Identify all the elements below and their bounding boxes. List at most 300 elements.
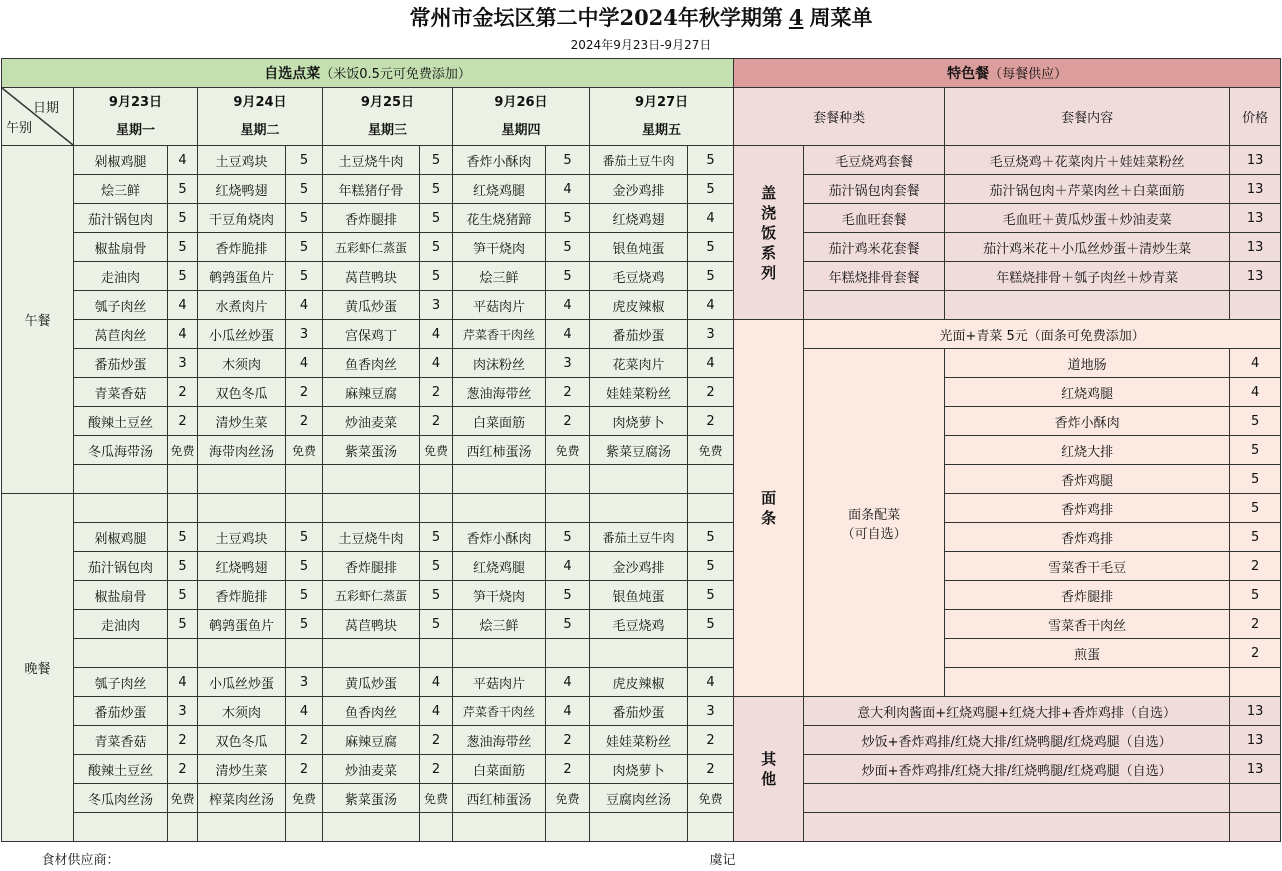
- noodle-side-price: 4: [1230, 349, 1281, 378]
- corner-cell: [2, 88, 74, 146]
- dish-price: 5: [546, 610, 590, 639]
- dish-name: 土豆烧牛肉: [323, 523, 420, 552]
- dish-price: [286, 813, 323, 842]
- dish-price: 5: [546, 262, 590, 291]
- dish-name: 瓠子肉丝: [74, 291, 168, 320]
- dish-name: 黄瓜炒蛋: [323, 291, 420, 320]
- noodle-base: 光面+青菜 5元（面条可免费添加）: [804, 320, 1281, 349]
- dish-price: 2: [168, 378, 198, 407]
- rice-set-price: [1230, 291, 1281, 320]
- rice-set-content: 茄汁锅包肉＋芹菜肉丝＋白菜面筋: [945, 175, 1230, 204]
- noodle-side-name: 红烧鸡腿: [945, 378, 1230, 407]
- dish-price: [546, 813, 590, 842]
- dish-name: 炒油麦菜: [323, 755, 420, 784]
- day-weekday: 星期一: [115, 122, 155, 138]
- noodle-side-price: 2: [1230, 639, 1281, 668]
- dish-price: 5: [688, 552, 734, 581]
- dish-name: 烩三鲜: [453, 262, 546, 291]
- dish-price: 4: [168, 668, 198, 697]
- title-prefix: 常州市金坛区第二中学2024年秋学期第: [409, 5, 783, 30]
- dish-price: 5: [688, 581, 734, 610]
- dish-name: 白菜面筋: [453, 755, 546, 784]
- dish-name: 莴苣肉丝: [74, 320, 168, 349]
- dish-price: 2: [546, 378, 590, 407]
- dish-price: 2: [420, 755, 453, 784]
- dish-price: 2: [286, 755, 323, 784]
- dish-name: 香炸小酥肉: [453, 146, 546, 175]
- week-number: 4: [788, 5, 804, 30]
- dish-name: 花生烧猪蹄: [453, 204, 546, 233]
- table-row: [2, 668, 1281, 697]
- dish-price: 2: [688, 407, 734, 436]
- dish-name: 冬瓜肉丝汤: [74, 784, 168, 813]
- dish-name: [323, 494, 420, 523]
- dish-name: 紫菜豆腐汤: [590, 436, 688, 465]
- self-select-header: [2, 59, 734, 88]
- dish-price: [420, 494, 453, 523]
- dish-name: 茄汁锅包肉: [74, 204, 168, 233]
- dish-price: 3: [688, 320, 734, 349]
- dish-price: 5: [420, 581, 453, 610]
- dish-name: 平菇肉片: [453, 291, 546, 320]
- dish-name: 红烧鸭翅: [198, 175, 286, 204]
- dish-price: 5: [420, 262, 453, 291]
- dish-name: 土豆鸡块: [198, 146, 286, 175]
- dish-price: 3: [286, 320, 323, 349]
- dish-price: 2: [168, 726, 198, 755]
- dish-price: 5: [168, 610, 198, 639]
- dish-name: 土豆烧牛肉: [323, 146, 420, 175]
- dish-name: 五彩虾仁蒸蛋: [323, 233, 420, 262]
- special-header: [734, 59, 1281, 88]
- dish-name: 银鱼炖蛋: [590, 581, 688, 610]
- dish-price: 4: [420, 668, 453, 697]
- dish-price: 4: [546, 668, 590, 697]
- page-title: [0, 0, 1282, 36]
- dish-name: 红烧鸡翅: [590, 204, 688, 233]
- dish-name: 红烧鸡腿: [453, 552, 546, 581]
- table-row: [2, 146, 1281, 175]
- rice-set-name: 茄汁锅包肉套餐: [804, 175, 945, 204]
- dish-price: 5: [286, 175, 323, 204]
- dish-name: 平菇肉片: [453, 668, 546, 697]
- dish-name: 烩三鲜: [74, 175, 168, 204]
- dish-name: [74, 639, 168, 668]
- table-row: [2, 523, 1281, 552]
- dish-name: 五彩虾仁蒸蛋: [323, 581, 420, 610]
- rice-set-name: 毛血旺套餐: [804, 204, 945, 233]
- rice-series-label-char: 饭: [761, 223, 777, 242]
- others-label-char: 他: [761, 770, 777, 788]
- dish-name: 烩三鲜: [453, 610, 546, 639]
- rice-set-price: 13: [1230, 204, 1281, 233]
- dish-name: 年糕猪仔骨: [323, 175, 420, 204]
- dish-name: 番茄炒蛋: [74, 349, 168, 378]
- dish-price: 5: [688, 233, 734, 262]
- dish-price: 3: [286, 668, 323, 697]
- rice-set-price: 13: [1230, 175, 1281, 204]
- day-weekday: 星期三: [367, 122, 407, 138]
- day-date: 9月25日: [360, 94, 415, 110]
- noodle-side-name: 香炸鸡排: [945, 523, 1230, 552]
- dish-name: [74, 465, 168, 494]
- others-label-char: 其: [761, 750, 777, 768]
- dish-name: 双色冬瓜: [198, 378, 286, 407]
- dish-name: 鹌鹑蛋鱼片: [198, 610, 286, 639]
- dish-price: 5: [688, 262, 734, 291]
- dish-price: 4: [168, 291, 198, 320]
- dish-price: 5: [168, 233, 198, 262]
- noodle-side-label: [804, 349, 945, 697]
- dish-name: 葱油海带丝: [453, 726, 546, 755]
- dish-price: 免费: [286, 784, 323, 813]
- dish-price: 5: [168, 523, 198, 552]
- dish-price: 5: [546, 581, 590, 610]
- dish-price: 5: [688, 523, 734, 552]
- dish-name: 清炒生菜: [198, 407, 286, 436]
- dish-name: [590, 813, 688, 842]
- dish-name: [74, 813, 168, 842]
- dish-price: 5: [286, 581, 323, 610]
- dish-name: 番茄炒蛋: [590, 320, 688, 349]
- dish-price: 2: [546, 407, 590, 436]
- dish-name: 走油肉: [74, 610, 168, 639]
- dish-name: 剁椒鸡腿: [74, 523, 168, 552]
- dish-price: [546, 494, 590, 523]
- dish-price: 5: [420, 233, 453, 262]
- dish-price: 2: [420, 378, 453, 407]
- rice-series-label-char: 列: [761, 263, 777, 282]
- special-note: （每餐供应）: [989, 67, 1068, 82]
- noodle-side-name: [945, 668, 1230, 697]
- dish-price: [168, 639, 198, 668]
- table-row: [2, 639, 1281, 668]
- day-header-3: [323, 88, 453, 146]
- day-header-5: [590, 88, 734, 146]
- dish-name: 海带肉丝汤: [198, 436, 286, 465]
- noodle-side-price: [1230, 668, 1281, 697]
- dish-price: 免费: [286, 436, 323, 465]
- dish-price: 3: [168, 697, 198, 726]
- noodle-label-char: 面: [761, 489, 777, 507]
- rice-set-name: [804, 291, 945, 320]
- dish-price: 2: [168, 407, 198, 436]
- table-row: [2, 697, 1281, 726]
- dish-name: 红烧鸭翅: [198, 552, 286, 581]
- dish-price: 5: [546, 233, 590, 262]
- dish-price: [168, 813, 198, 842]
- other-item-content: [804, 784, 1230, 813]
- dish-price: 5: [688, 610, 734, 639]
- noodle-side-price: 4: [1230, 378, 1281, 407]
- rice-set-content: 毛血旺＋黄瓜炒蛋＋炒油麦菜: [945, 204, 1230, 233]
- dish-price: 5: [168, 581, 198, 610]
- corner-meal-label: 午别: [6, 121, 33, 136]
- dish-name: 番茄炒蛋: [74, 697, 168, 726]
- noodle-side-price: 5: [1230, 494, 1281, 523]
- dish-price: 免费: [420, 436, 453, 465]
- dish-name: 剁椒鸡腿: [74, 146, 168, 175]
- noodle-side-price: 2: [1230, 610, 1281, 639]
- dish-name: [323, 813, 420, 842]
- table-row: [2, 407, 1281, 436]
- dish-price: 4: [286, 349, 323, 378]
- dish-price: 5: [286, 552, 323, 581]
- dish-price: 4: [168, 320, 198, 349]
- dish-price: 4: [420, 697, 453, 726]
- day-date: 9月24日: [233, 94, 287, 110]
- table-row: [2, 378, 1281, 407]
- noodle-side-note: （可自选）: [841, 526, 907, 542]
- dish-price: 免费: [168, 436, 198, 465]
- dish-price: 4: [546, 291, 590, 320]
- dish-price: [286, 465, 323, 494]
- dish-price: 4: [286, 697, 323, 726]
- table-row: [2, 726, 1281, 755]
- dish-name: 红烧鸡腿: [453, 175, 546, 204]
- rice-set-content: 毛豆烧鸡＋花菜肉片＋娃娃菜粉丝: [945, 146, 1230, 175]
- noodle-side-name: 雪菜香干肉丝: [945, 610, 1230, 639]
- special-price-header: 价格: [1230, 88, 1281, 146]
- dish-price: 5: [420, 146, 453, 175]
- other-item-content: [804, 813, 1230, 842]
- dish-name: 芹菜香干肉丝: [453, 697, 546, 726]
- dish-price: 5: [168, 204, 198, 233]
- rice-set-name: 茄汁鸡米花套餐: [804, 233, 945, 262]
- dish-name: 酸辣土豆丝: [74, 755, 168, 784]
- dish-name: 番茄土豆牛肉: [590, 146, 688, 175]
- dish-name: 黄瓜炒蛋: [323, 668, 420, 697]
- dish-name: 葱油海带丝: [453, 378, 546, 407]
- dish-price: [286, 494, 323, 523]
- special-type-header: 套餐种类: [734, 88, 945, 146]
- dish-price: 5: [420, 523, 453, 552]
- dish-price: 免费: [546, 436, 590, 465]
- dish-name: 西红柿蛋汤: [453, 436, 546, 465]
- rice-set-price: 13: [1230, 262, 1281, 291]
- dish-name: 小瓜丝炒蛋: [198, 320, 286, 349]
- day-date: 9月23日: [108, 94, 163, 110]
- dish-price: [546, 465, 590, 494]
- dish-name: 香炸小酥肉: [453, 523, 546, 552]
- dish-name: 金沙鸡排: [590, 552, 688, 581]
- dish-name: 木须肉: [198, 349, 286, 378]
- dish-price: 5: [286, 610, 323, 639]
- dish-name: 木须肉: [198, 697, 286, 726]
- rice-set-price: 13: [1230, 146, 1281, 175]
- special-label: 特色餐: [947, 66, 990, 82]
- dish-price: 5: [168, 175, 198, 204]
- dish-name: 酸辣土豆丝: [74, 407, 168, 436]
- noodle-label: [734, 320, 804, 697]
- special-content-header: 套餐内容: [945, 88, 1230, 146]
- other-item-content: 炒饭+香炸鸡排/红烧大排/红烧鸭腿/红烧鸡腿（自选）: [804, 726, 1230, 755]
- dish-name: 瓠子肉丝: [74, 668, 168, 697]
- noodle-side-price: 5: [1230, 581, 1281, 610]
- dish-price: 5: [420, 610, 453, 639]
- day-header-1: [74, 88, 198, 146]
- dish-price: 免费: [168, 784, 198, 813]
- dish-price: 4: [546, 320, 590, 349]
- dish-name: 冬瓜海带汤: [74, 436, 168, 465]
- dish-price: [688, 639, 734, 668]
- noodle-side-title: 面条配菜: [848, 507, 901, 523]
- dish-name: 毛豆烧鸡: [590, 610, 688, 639]
- dish-name: 娃娃菜粉丝: [590, 726, 688, 755]
- other-item-content: 意大利肉酱面+红烧鸡腿+红烧大排+香炸鸡排（自选）: [804, 697, 1230, 726]
- dish-price: [420, 639, 453, 668]
- dish-name: 榨菜肉丝汤: [198, 784, 286, 813]
- dish-name: [198, 465, 286, 494]
- dish-name: 虎皮辣椒: [590, 291, 688, 320]
- dish-name: 番茄土豆牛肉: [590, 523, 688, 552]
- dish-name: [198, 813, 286, 842]
- noodle-side-name: 红烧大排: [945, 436, 1230, 465]
- dish-name: 青菜香菇: [74, 378, 168, 407]
- dish-price: 2: [688, 726, 734, 755]
- lunch-label: 午餐: [2, 146, 74, 494]
- dish-price: 4: [546, 697, 590, 726]
- dish-price: [546, 639, 590, 668]
- dish-price: 5: [420, 175, 453, 204]
- table-row: [2, 175, 1281, 204]
- dish-name: 莴苣鸭块: [323, 610, 420, 639]
- menu-table: [1, 58, 1281, 871]
- other-item-price: 13: [1230, 697, 1281, 726]
- noodle-side-name: 香炸鸡腿: [945, 465, 1230, 494]
- table-row: [2, 755, 1281, 784]
- dish-name: 宫保鸡丁: [323, 320, 420, 349]
- dish-name: [453, 465, 546, 494]
- rice-set-content: 年糕烧排骨＋瓠子肉丝＋炒青菜: [945, 262, 1230, 291]
- noodle-side-name: 香炸腿排: [945, 581, 1230, 610]
- dish-name: 白菜面筋: [453, 407, 546, 436]
- dish-price: 5: [168, 552, 198, 581]
- dish-name: 水煮肉片: [198, 291, 286, 320]
- dish-price: 5: [546, 146, 590, 175]
- rice-set-name: 毛豆烧鸡套餐: [804, 146, 945, 175]
- dish-name: 肉烧萝卜: [590, 407, 688, 436]
- dish-price: 2: [688, 378, 734, 407]
- dish-name: 干豆角烧肉: [198, 204, 286, 233]
- dish-price: 2: [168, 755, 198, 784]
- dish-name: 炒油麦菜: [323, 407, 420, 436]
- title-suffix: 周菜单: [809, 5, 873, 30]
- table-row: [2, 465, 1281, 494]
- dish-name: 香炸脆排: [198, 233, 286, 262]
- table-row: [2, 436, 1281, 465]
- dish-name: 笋干烧肉: [453, 581, 546, 610]
- dish-price: 4: [546, 552, 590, 581]
- noodle-side-price: 5: [1230, 465, 1281, 494]
- dish-name: 芹菜香干肉丝: [453, 320, 546, 349]
- dish-name: 莴苣鸭块: [323, 262, 420, 291]
- dish-price: 5: [286, 204, 323, 233]
- dish-price: 4: [688, 349, 734, 378]
- other-item-price: 13: [1230, 755, 1281, 784]
- dish-price: 2: [546, 755, 590, 784]
- dish-price: 4: [688, 668, 734, 697]
- day-weekday: 星期四: [501, 122, 541, 138]
- rice-set-name: 年糕烧排骨套餐: [804, 262, 945, 291]
- dish-name: 西红柿蛋汤: [453, 784, 546, 813]
- dish-price: [168, 494, 198, 523]
- other-item-content: 炒面+香炸鸡排/红烧大排/红烧鸭腿/红烧鸡腿（自选）: [804, 755, 1230, 784]
- noodle-side-price: 5: [1230, 436, 1281, 465]
- dish-name: 椒盐扇骨: [74, 581, 168, 610]
- dish-price: 5: [420, 552, 453, 581]
- dish-name: 土豆鸡块: [198, 523, 286, 552]
- dish-price: 5: [546, 523, 590, 552]
- table-row: [2, 320, 1281, 349]
- dish-price: 免费: [546, 784, 590, 813]
- dish-price: 3: [168, 349, 198, 378]
- others-label: [734, 697, 804, 842]
- dish-price: [420, 465, 453, 494]
- table-row: [2, 291, 1281, 320]
- supplier-label: 食材供应商：: [41, 853, 120, 868]
- dish-name: 香炸腿排: [323, 204, 420, 233]
- dish-price: [420, 813, 453, 842]
- dish-price: [286, 639, 323, 668]
- dish-name: [590, 465, 688, 494]
- dish-name: [453, 639, 546, 668]
- dish-name: [590, 639, 688, 668]
- dish-price: 5: [286, 523, 323, 552]
- table-row: [2, 610, 1281, 639]
- self-select-note: （米饭0.5元可免费添加）: [320, 67, 471, 82]
- day-header-2: [198, 88, 323, 146]
- dish-price: 2: [420, 407, 453, 436]
- rice-series-label-char: 盖: [761, 183, 777, 202]
- day-weekday: 星期二: [240, 122, 280, 138]
- noodle-side-name: 煎蛋: [945, 639, 1230, 668]
- date-range: 2024年9月23日-9月27日: [570, 38, 712, 52]
- dish-name: 紫菜蛋汤: [323, 784, 420, 813]
- dish-price: 3: [546, 349, 590, 378]
- day-date: 9月27日: [634, 94, 689, 110]
- dish-name: 豆腐肉丝汤: [590, 784, 688, 813]
- dish-price: 免费: [420, 784, 453, 813]
- day-header-4: [453, 88, 590, 146]
- dish-name: 肉沫粉丝: [453, 349, 546, 378]
- footer-row: [2, 842, 1281, 871]
- noodle-side-price: 2: [1230, 552, 1281, 581]
- rice-set-content: [945, 291, 1230, 320]
- dish-price: 3: [688, 697, 734, 726]
- table-row: [2, 813, 1281, 842]
- dish-name: 走油肉: [74, 262, 168, 291]
- supplier-name: 虞记: [709, 853, 736, 868]
- rice-series-label-char: 系: [761, 243, 777, 262]
- dish-price: 5: [546, 204, 590, 233]
- corner-date-label: 日期: [32, 101, 59, 116]
- noodle-label-char: 条: [761, 509, 777, 527]
- dish-name: 花菜肉片: [590, 349, 688, 378]
- dish-name: 番茄炒蛋: [590, 697, 688, 726]
- rice-series-label-char: 浇: [761, 203, 777, 222]
- noodle-side-name: 雪菜香干毛豆: [945, 552, 1230, 581]
- dish-name: 鱼香肉丝: [323, 349, 420, 378]
- dish-price: 5: [286, 233, 323, 262]
- dish-name: 肉烧萝卜: [590, 755, 688, 784]
- dish-name: 毛豆烧鸡: [590, 262, 688, 291]
- noodle-side-name: 香炸小酥肉: [945, 407, 1230, 436]
- dish-price: 2: [286, 378, 323, 407]
- rice-set-content: 茄汁鸡米花＋小瓜丝炒蛋＋清炒生菜: [945, 233, 1230, 262]
- dish-name: 双色冬瓜: [198, 726, 286, 755]
- table-row: [2, 349, 1281, 378]
